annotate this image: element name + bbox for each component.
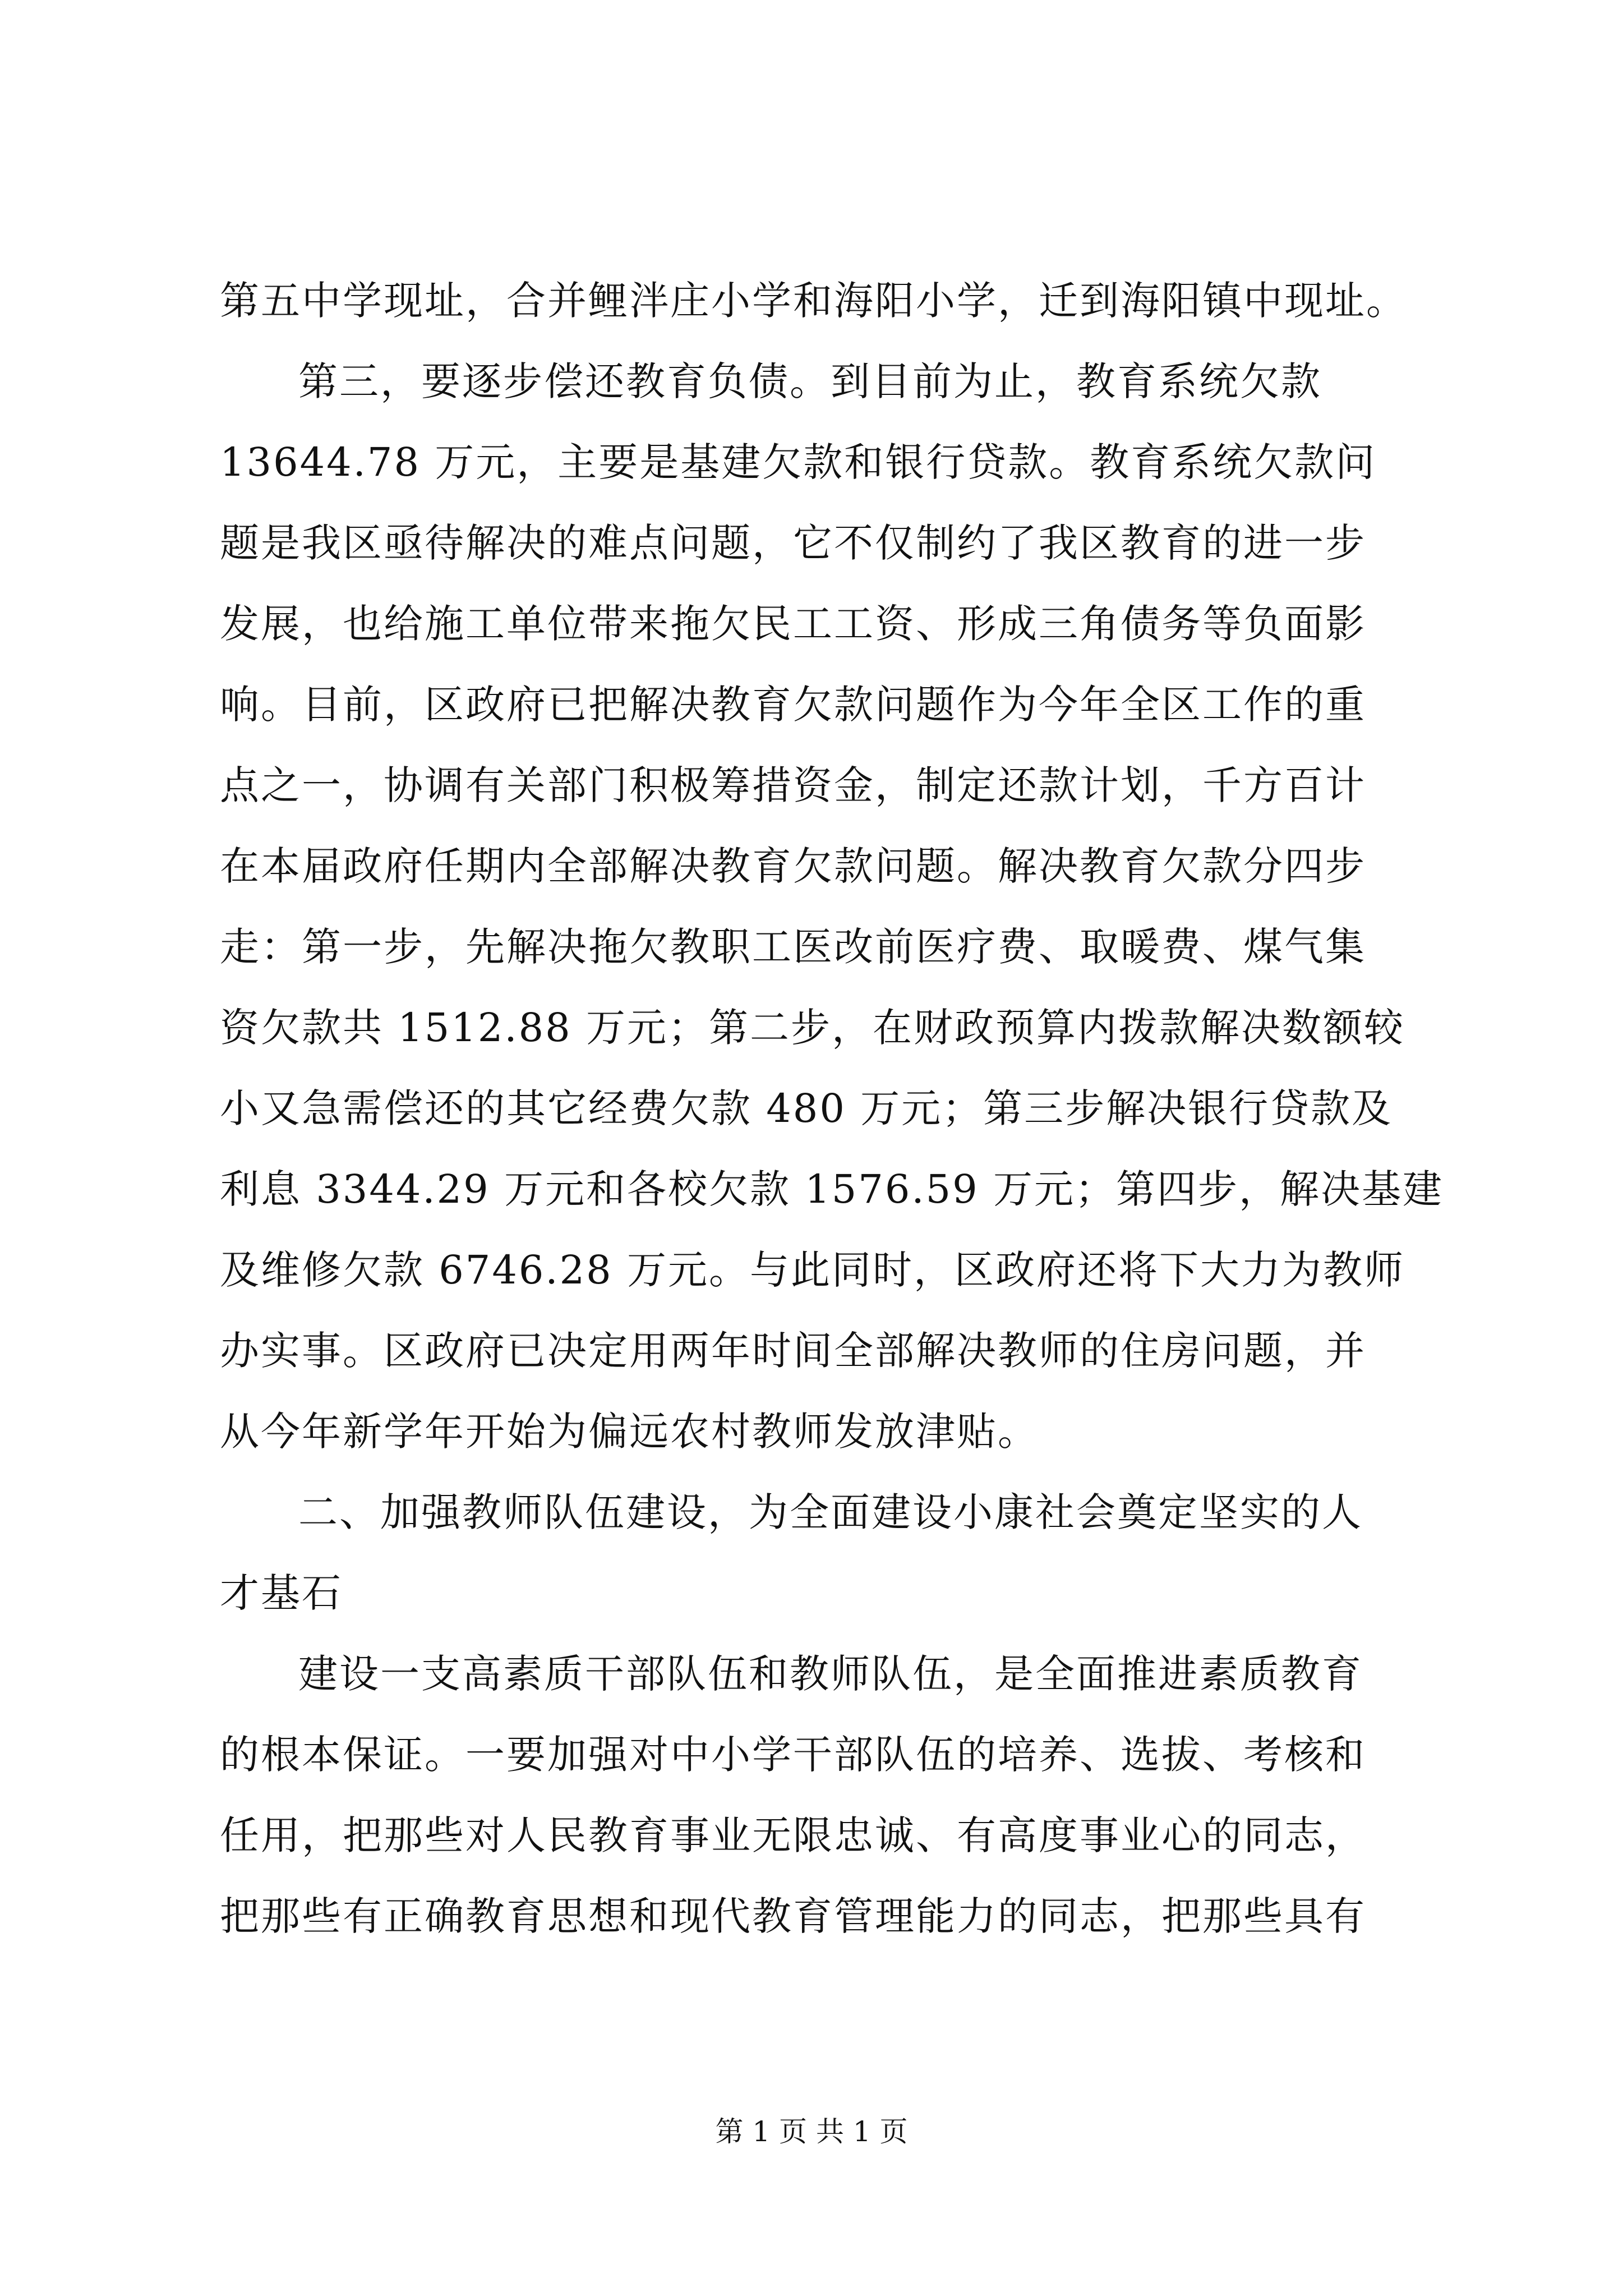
text-line: 利息 3344.29 万元和各校欠款 1576.59 万元；第四步，解决基建 bbox=[220, 1166, 1444, 1212]
text-line: 题是我区亟待解决的难点问题，它不仅制约了我区教育的进一步 bbox=[220, 520, 1366, 566]
section-heading-line: 才基石 bbox=[220, 1570, 343, 1616]
text-line: 走：第一步，先解决拖欠教职工医改前医疗费、取暖费、煤气集 bbox=[220, 924, 1366, 970]
text-line: 把那些有正确教育思想和现代教育管理能力的同志，把那些具有 bbox=[220, 1893, 1366, 1939]
section-heading-line: 二、加强教师队伍建设，为全面建设小康社会奠定坚实的人 bbox=[298, 1489, 1363, 1535]
text-line: 从今年新学年开始为偏远农村教师发放津贴。 bbox=[220, 1409, 1039, 1455]
text-line: 小又急需偿还的其它经费欠款 480 万元；第三步解决银行贷款及 bbox=[220, 1085, 1393, 1131]
text-line: 在本届政府任期内全部解决教育欠款问题。解决教育欠款分四步 bbox=[220, 843, 1366, 889]
page-number-label: 第 1 页 共 1 页 bbox=[715, 2115, 908, 2148]
text-line: 任用，把那些对人民教育事业无限忠诚、有高度事业心的同志， bbox=[220, 1812, 1366, 1858]
page-footer bbox=[0, 2109, 1623, 2154]
text-line: 第五中学现址，合并鲤泮庄小学和海阳小学，迁到海阳镇中现址。 bbox=[220, 278, 1407, 324]
text-line: 的根本保证。一要加强对中小学干部队伍的培养、选拔、考核和 bbox=[220, 1732, 1366, 1778]
text-line: 办实事。区政府已决定用两年时间全部解决教师的住房问题，并 bbox=[220, 1328, 1366, 1374]
text-line: 资欠款共 1512.88 万元；第二步，在财政预算内拨款解决数额较 bbox=[220, 1005, 1405, 1051]
text-line: 13644.78 万元，主要是基建欠款和银行贷款。教育系统欠款问 bbox=[220, 439, 1377, 485]
text-line: 发展，也给施工单位带来拖欠民工工资、形成三角债务等负面影 bbox=[220, 601, 1366, 647]
text-line: 响。目前，区政府已把解决教育欠款问题作为今年全区工作的重 bbox=[220, 682, 1366, 728]
text-line: 及维修欠款 6746.28 万元。与此同时，区政府还将下大力为教师 bbox=[220, 1247, 1405, 1293]
text-line: 点之一，协调有关部门积极筹措资金，制定还款计划，千方百计 bbox=[220, 762, 1366, 808]
paragraph-start-line: 第三，要逐步偿还教育负债。到目前为止，教育系统欠款 bbox=[298, 358, 1322, 404]
paragraph-start-line: 建设一支高素质干部队伍和教师队伍，是全面推进素质教育 bbox=[298, 1651, 1363, 1697]
document-body bbox=[220, 260, 1444, 1957]
